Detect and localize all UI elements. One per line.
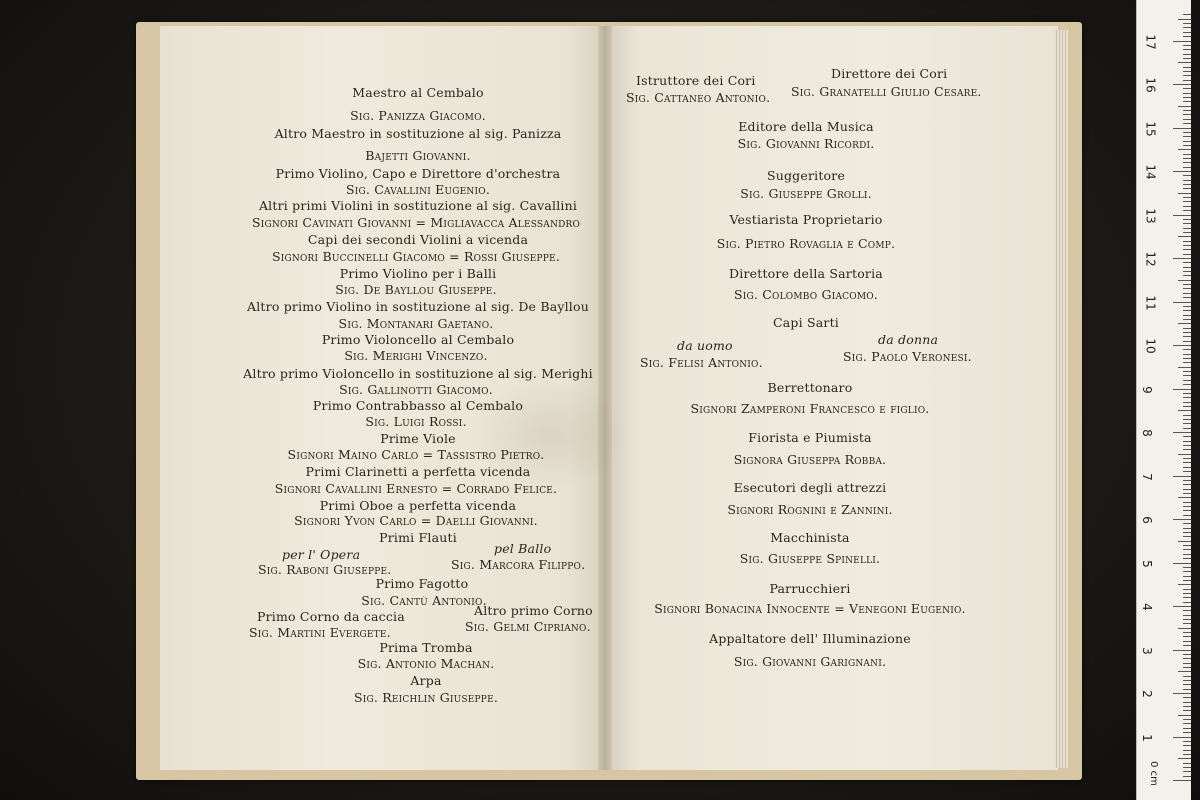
ruler-tick bbox=[1183, 567, 1191, 568]
ruler-tick bbox=[1183, 158, 1191, 159]
role-title-line: Maestro al Cembalo bbox=[352, 85, 484, 100]
ruler-number: 11 bbox=[1143, 294, 1158, 311]
istruttore-cori-title: Istruttore dei Cori bbox=[636, 73, 756, 88]
ruler-tick bbox=[1183, 341, 1191, 342]
altro-corno-name: Sig. Gelmi Cipriano. bbox=[465, 619, 591, 634]
ruler-tick bbox=[1173, 606, 1191, 607]
ruler-number: 13 bbox=[1143, 207, 1158, 224]
ruler-tick bbox=[1183, 515, 1191, 516]
ruler-tick bbox=[1183, 449, 1191, 450]
ruler-tick bbox=[1183, 297, 1191, 298]
ruler-tick bbox=[1178, 497, 1191, 498]
ruler-tick bbox=[1183, 723, 1191, 724]
role-title-line: Capi Sarti bbox=[772, 315, 840, 330]
ruler-tick bbox=[1178, 758, 1191, 759]
ruler-tick bbox=[1183, 462, 1191, 463]
ruler-tick bbox=[1178, 454, 1191, 455]
ruler-tick bbox=[1178, 62, 1191, 63]
ruler-tick bbox=[1183, 754, 1191, 755]
ruler-tick bbox=[1183, 571, 1191, 572]
ruler-tick bbox=[1183, 545, 1191, 546]
ruler-tick bbox=[1183, 71, 1191, 72]
ruler-tick bbox=[1183, 597, 1191, 598]
ruler-tick bbox=[1183, 49, 1191, 50]
role-title-line: Suggeritore bbox=[766, 168, 846, 183]
ruler-tick bbox=[1178, 323, 1191, 324]
ruler-tick bbox=[1183, 145, 1191, 146]
role-title-line: Vestiarista Proprietario bbox=[729, 212, 883, 227]
ruler-tick bbox=[1178, 149, 1191, 150]
ruler-tick bbox=[1173, 780, 1191, 781]
ruler-tick bbox=[1183, 188, 1191, 189]
sarti-donna-label: da donna bbox=[878, 332, 939, 347]
flauti-ballo-name: Sig. Marcora Filippo. bbox=[451, 557, 586, 572]
ruler-tick bbox=[1183, 101, 1191, 102]
role-title-line: Primo Contrabbasso al Cembalo bbox=[312, 398, 524, 413]
person-name-line: Sig. Colombo Giacomo. bbox=[734, 287, 878, 302]
page-edges bbox=[1054, 30, 1068, 768]
person-name-line: Signori Yvon Carlo = Daelli Giovanni. bbox=[294, 513, 538, 528]
role-title-line: Editore della Musica bbox=[738, 119, 874, 134]
person-name-line: Signori Cavinati Giovanni = Migliavacca Alessandro bbox=[251, 215, 581, 230]
ruler-tick bbox=[1183, 767, 1191, 768]
ruler-tick bbox=[1183, 375, 1191, 376]
ruler-tick bbox=[1183, 619, 1191, 620]
ruler-tick bbox=[1183, 615, 1191, 616]
ruler-tick bbox=[1183, 554, 1191, 555]
ruler-tick bbox=[1178, 236, 1191, 237]
ruler-tick bbox=[1183, 175, 1191, 176]
ruler-tick bbox=[1183, 745, 1191, 746]
fagotto-title: Primo Fagotto bbox=[375, 576, 469, 591]
ruler-number: 7 bbox=[1139, 472, 1154, 481]
ruler-tick bbox=[1183, 132, 1191, 133]
person-name-line: Bajetti Giovanni. bbox=[365, 148, 471, 163]
sarti-donna-name: Sig. Paolo Veronesi. bbox=[843, 349, 972, 364]
ruler-tick bbox=[1183, 602, 1191, 603]
ruler-tick bbox=[1183, 467, 1191, 468]
role-title-line: Primo Violino, Capo e Direttore d'orchestra bbox=[275, 166, 561, 181]
ruler-tick bbox=[1183, 645, 1191, 646]
ruler-tick bbox=[1183, 536, 1191, 537]
ruler-tick bbox=[1183, 480, 1191, 481]
ruler-tick bbox=[1183, 123, 1191, 124]
measurement-ruler bbox=[1136, 0, 1191, 800]
ruler-tick bbox=[1178, 280, 1191, 281]
ruler-tick bbox=[1183, 532, 1191, 533]
ruler-tick bbox=[1183, 445, 1191, 446]
direttore-cori-title: Direttore dei Cori bbox=[831, 66, 948, 81]
person-name-line: Signori Cavallini Ernesto = Corrado Felice. bbox=[274, 481, 558, 496]
ruler-tick bbox=[1178, 19, 1191, 20]
ruler-tick bbox=[1178, 584, 1191, 585]
ruler-tick bbox=[1183, 663, 1191, 664]
person-name-line: Sig. Montanari Gaetano. bbox=[338, 316, 494, 331]
ruler-tick bbox=[1173, 41, 1191, 42]
ruler-number: 14 bbox=[1143, 164, 1158, 180]
ruler-tick bbox=[1183, 284, 1191, 285]
fagotto-name: Sig. Cantù Antonio. bbox=[361, 593, 487, 608]
ruler-tick bbox=[1183, 358, 1191, 359]
ruler-tick bbox=[1173, 693, 1191, 694]
ruler-tick bbox=[1183, 732, 1191, 733]
ruler-tick bbox=[1183, 184, 1191, 185]
ruler-tick bbox=[1183, 319, 1191, 320]
ruler-tick bbox=[1173, 215, 1191, 216]
ruler-tick bbox=[1178, 541, 1191, 542]
ruler-number: 2 bbox=[1139, 690, 1154, 698]
ruler-tick bbox=[1183, 436, 1191, 437]
role-title-line: Primi Flauti bbox=[379, 530, 457, 545]
ruler-tick bbox=[1183, 119, 1191, 120]
ruler-tick bbox=[1183, 241, 1191, 242]
direttore-cori-name: Sig. Granatelli Giulio Cesare. bbox=[791, 84, 982, 99]
ruler-tick bbox=[1183, 632, 1191, 633]
ruler-tick bbox=[1183, 680, 1191, 681]
person-name-line: Sig. Panizza Giacomo. bbox=[350, 108, 486, 123]
ruler-tick bbox=[1183, 54, 1191, 55]
ruler-tick bbox=[1183, 667, 1191, 668]
ruler-number: 8 bbox=[1139, 429, 1154, 437]
ruler-tick bbox=[1183, 223, 1191, 224]
ruler-tick bbox=[1173, 650, 1191, 651]
role-title-line: Primo Violino per i Balli bbox=[339, 266, 497, 281]
person-name-line: Sig. Giovanni Garignani. bbox=[733, 654, 887, 669]
ruler-tick bbox=[1183, 275, 1191, 276]
ruler-tick bbox=[1173, 519, 1191, 520]
person-name-line: Signori Rognini e Zannini. bbox=[727, 502, 893, 517]
ruler-tick bbox=[1183, 641, 1191, 642]
ruler-tick bbox=[1183, 267, 1191, 268]
person-name-line: Sig. Giovanni Ricordi. bbox=[737, 136, 875, 151]
ruler-number: 9 bbox=[1139, 385, 1154, 394]
ruler-tick bbox=[1183, 489, 1191, 490]
ruler-tick bbox=[1183, 271, 1191, 272]
ruler-tick bbox=[1183, 458, 1191, 459]
ruler-tick bbox=[1183, 180, 1191, 181]
ruler-tick bbox=[1183, 36, 1191, 37]
ruler-tick bbox=[1183, 254, 1191, 255]
ruler-tick bbox=[1183, 362, 1191, 363]
ruler-tick bbox=[1178, 367, 1191, 368]
ruler-tick bbox=[1183, 750, 1191, 751]
ruler-tick bbox=[1173, 84, 1191, 85]
ruler-tick bbox=[1183, 67, 1191, 68]
role-title-line: Appaltatore dell' Illuminazione bbox=[709, 631, 911, 646]
sarti-uomo-label: da uomo bbox=[677, 338, 733, 353]
flauti-opera-name: Sig. Raboni Giuseppe. bbox=[258, 562, 392, 577]
ruler-tick bbox=[1183, 523, 1191, 524]
ruler-tick bbox=[1183, 623, 1191, 624]
istruttore-cori-name: Sig. Cattaneo Antonio. bbox=[626, 90, 771, 105]
ruler-tick bbox=[1183, 741, 1191, 742]
ruler-tick bbox=[1173, 345, 1191, 346]
ruler-tick bbox=[1183, 549, 1191, 550]
ruler-tick bbox=[1183, 154, 1191, 155]
role-title-line: Primi Clarinetti a perfetta vicenda bbox=[305, 464, 531, 479]
ruler-tick bbox=[1183, 763, 1191, 764]
person-name-line: Signori Zamperoni Francesco e figlio. bbox=[690, 401, 930, 416]
role-title-line: Arpa bbox=[410, 673, 442, 688]
ruler-tick bbox=[1183, 219, 1191, 220]
ruler-tick bbox=[1183, 14, 1191, 15]
ruler-tick bbox=[1183, 288, 1191, 289]
ruler-tick bbox=[1183, 332, 1191, 333]
ruler-tick bbox=[1183, 697, 1191, 698]
ruler-tick bbox=[1183, 528, 1191, 529]
ruler-tick bbox=[1183, 293, 1191, 294]
ruler-tick bbox=[1183, 141, 1191, 142]
role-title-line: Altro primo Violino in sostituzione al sig. De Bayllou bbox=[247, 299, 589, 314]
ruler-tick bbox=[1173, 171, 1191, 172]
role-title-line: Primi Oboe a perfetta vicenda bbox=[319, 498, 517, 513]
ruler-tick bbox=[1183, 349, 1191, 350]
person-name-line: Sig. Giuseppe Spinelli. bbox=[739, 551, 881, 566]
ruler-number: 15 bbox=[1143, 120, 1158, 137]
ruler-tick bbox=[1183, 776, 1191, 777]
ruler-tick bbox=[1183, 580, 1191, 581]
role-title-line: Parrucchieri bbox=[769, 581, 851, 596]
role-title-line: Prima Tromba bbox=[379, 640, 473, 655]
ruler-tick bbox=[1183, 471, 1191, 472]
altro-corno-title: Altro primo Corno bbox=[474, 603, 593, 618]
ruler-number: 5 bbox=[1139, 559, 1154, 568]
ruler-tick bbox=[1183, 593, 1191, 594]
ruler-tick bbox=[1183, 636, 1191, 637]
ruler-tick bbox=[1183, 684, 1191, 685]
ruler-tick bbox=[1183, 93, 1191, 94]
ruler-number: 1 bbox=[1139, 733, 1154, 742]
ruler-tick bbox=[1183, 75, 1191, 76]
ruler-tick bbox=[1183, 384, 1191, 385]
ruler-tick bbox=[1183, 610, 1191, 611]
ruler-tick bbox=[1183, 689, 1191, 690]
ruler-tick bbox=[1183, 423, 1191, 424]
ruler-tick bbox=[1183, 397, 1191, 398]
ruler-tick bbox=[1183, 510, 1191, 511]
ruler-tick bbox=[1183, 232, 1191, 233]
corno-caccia-name: Sig. Martini Evergete. bbox=[249, 625, 391, 640]
ruler-tick bbox=[1183, 167, 1191, 168]
ruler-tick bbox=[1183, 558, 1191, 559]
ruler-number: 16 bbox=[1143, 77, 1158, 93]
ruler-tick bbox=[1183, 719, 1191, 720]
ruler-tick bbox=[1173, 302, 1191, 303]
ruler-number: 12 bbox=[1143, 251, 1158, 267]
ruler-number: 3 bbox=[1139, 646, 1154, 655]
ruler-tick bbox=[1183, 576, 1191, 577]
ruler-tick bbox=[1183, 336, 1191, 337]
person-name-line: Sig. De Bayllou Giuseppe. bbox=[335, 282, 497, 297]
role-title-line: Altro primo Violoncello in sostituzione al sig. Merighi bbox=[243, 366, 593, 381]
ruler-tick bbox=[1183, 428, 1191, 429]
ruler-tick bbox=[1183, 210, 1191, 211]
ruler-tick bbox=[1183, 228, 1191, 229]
ruler-tick bbox=[1183, 354, 1191, 355]
ruler-tick bbox=[1183, 393, 1191, 394]
ruler-tick bbox=[1183, 371, 1191, 372]
flauti-opera-label: per l' Opera bbox=[282, 547, 361, 562]
ruler-number: 4 bbox=[1139, 603, 1154, 611]
ruler-tick bbox=[1178, 410, 1191, 411]
person-name-line: Sig. Merighi Vincenzo. bbox=[344, 348, 488, 363]
ruler-tick bbox=[1183, 88, 1191, 89]
ruler-tick bbox=[1183, 162, 1191, 163]
ruler-tick bbox=[1173, 389, 1191, 390]
ruler-tick bbox=[1183, 245, 1191, 246]
ruler-tick bbox=[1183, 23, 1191, 24]
ruler-tick bbox=[1183, 702, 1191, 703]
ruler-tick bbox=[1178, 715, 1191, 716]
person-name-line: Sig. Cavallini Eugenio. bbox=[345, 182, 491, 197]
ruler-tick bbox=[1183, 315, 1191, 316]
ruler-tick bbox=[1183, 506, 1191, 507]
flauti-ballo-label: pel Ballo bbox=[494, 541, 552, 556]
role-title-line: Capi dei secondi Violini a vicenda bbox=[307, 232, 529, 247]
role-title-line: Direttore della Sartoria bbox=[729, 266, 883, 281]
ruler-tick bbox=[1183, 197, 1191, 198]
ruler-tick bbox=[1178, 628, 1191, 629]
ruler-tick bbox=[1183, 58, 1191, 59]
role-title-line: Macchinista bbox=[770, 530, 850, 545]
person-name-line: Signori Maino Carlo = Tassistro Pietro. bbox=[287, 447, 545, 462]
ruler-number: 10 bbox=[1143, 338, 1158, 354]
ruler-number: 17 bbox=[1143, 33, 1158, 50]
ruler-tick bbox=[1173, 563, 1191, 564]
person-name-line: Sig. Luigi Rossi. bbox=[365, 414, 467, 429]
ruler-tick bbox=[1183, 136, 1191, 137]
person-name-line: Sig. Reichlin Giuseppe. bbox=[353, 690, 499, 705]
ruler-tick bbox=[1183, 201, 1191, 202]
ruler-tick bbox=[1183, 249, 1191, 250]
ruler-tick bbox=[1183, 97, 1191, 98]
ruler-tick bbox=[1173, 258, 1191, 259]
ruler-tick bbox=[1183, 654, 1191, 655]
ruler-tick bbox=[1183, 32, 1191, 33]
ruler-tick bbox=[1183, 589, 1191, 590]
ruler-tick bbox=[1183, 419, 1191, 420]
ruler-tick bbox=[1183, 658, 1191, 659]
ruler-tick bbox=[1183, 262, 1191, 263]
ruler-tick bbox=[1183, 728, 1191, 729]
ruler-tick bbox=[1183, 110, 1191, 111]
ruler-tick bbox=[1183, 484, 1191, 485]
ruler-tick bbox=[1183, 310, 1191, 311]
ruler-tick bbox=[1173, 476, 1191, 477]
ruler-tick bbox=[1178, 671, 1191, 672]
ruler-tick bbox=[1183, 771, 1191, 772]
ruler-tick bbox=[1183, 406, 1191, 407]
sarti-uomo-name: Sig. Felisi Antonio. bbox=[640, 355, 763, 370]
person-name-line: Sig. Giuseppe Grolli. bbox=[740, 186, 872, 201]
person-name-line: Sig. Gallinotti Giacomo. bbox=[339, 382, 493, 397]
role-title-line: Berrettonaro bbox=[767, 380, 853, 395]
role-title-line: Fiorista e Piumista bbox=[748, 430, 872, 445]
ruler-tick bbox=[1183, 676, 1191, 677]
ruler-tick bbox=[1173, 737, 1191, 738]
ruler-tick bbox=[1173, 432, 1191, 433]
person-name-line: Sig. Antonio Machan. bbox=[357, 656, 495, 671]
ruler-unit-label: 0 cm bbox=[1147, 761, 1159, 786]
person-name-line: Signora Giuseppa Robba. bbox=[733, 452, 887, 467]
ruler-tick bbox=[1183, 502, 1191, 503]
role-title-line: Esecutori degli attrezzi bbox=[733, 480, 887, 495]
ruler-tick bbox=[1183, 415, 1191, 416]
ruler-tick bbox=[1183, 45, 1191, 46]
ruler-number: 6 bbox=[1139, 516, 1154, 524]
ruler-tick bbox=[1183, 80, 1191, 81]
ruler-tick bbox=[1183, 710, 1191, 711]
ruler-tick bbox=[1183, 206, 1191, 207]
role-title-line: Prime Viole bbox=[380, 431, 456, 446]
ruler-tick bbox=[1178, 106, 1191, 107]
ruler-tick bbox=[1178, 193, 1191, 194]
ruler-tick bbox=[1183, 27, 1191, 28]
ruler-tick bbox=[1173, 128, 1191, 129]
ruler-tick bbox=[1183, 402, 1191, 403]
ruler-tick bbox=[1183, 706, 1191, 707]
corno-caccia-title: Primo Corno da caccia bbox=[257, 609, 405, 624]
role-title-line: Altro Maestro in sostituzione al sig. Panizza bbox=[274, 126, 562, 141]
ruler-tick bbox=[1183, 493, 1191, 494]
person-name-line: Signori Bonacina Innocente = Venegoni Eugenio. bbox=[654, 601, 966, 616]
ruler-tick bbox=[1183, 306, 1191, 307]
person-name-line: Signori Buccinelli Giacomo = Rossi Giuseppe. bbox=[271, 249, 561, 264]
role-title-line: Altri primi Violini in sostituzione al sig. Cavallini bbox=[258, 198, 578, 213]
ruler-tick bbox=[1183, 114, 1191, 115]
ruler-tick bbox=[1183, 380, 1191, 381]
ruler-tick bbox=[1183, 328, 1191, 329]
role-title-line: Primo Violoncello al Cembalo bbox=[321, 332, 515, 347]
person-name-line: Sig. Pietro Rovaglia e Comp. bbox=[716, 236, 896, 251]
ruler-tick bbox=[1183, 441, 1191, 442]
